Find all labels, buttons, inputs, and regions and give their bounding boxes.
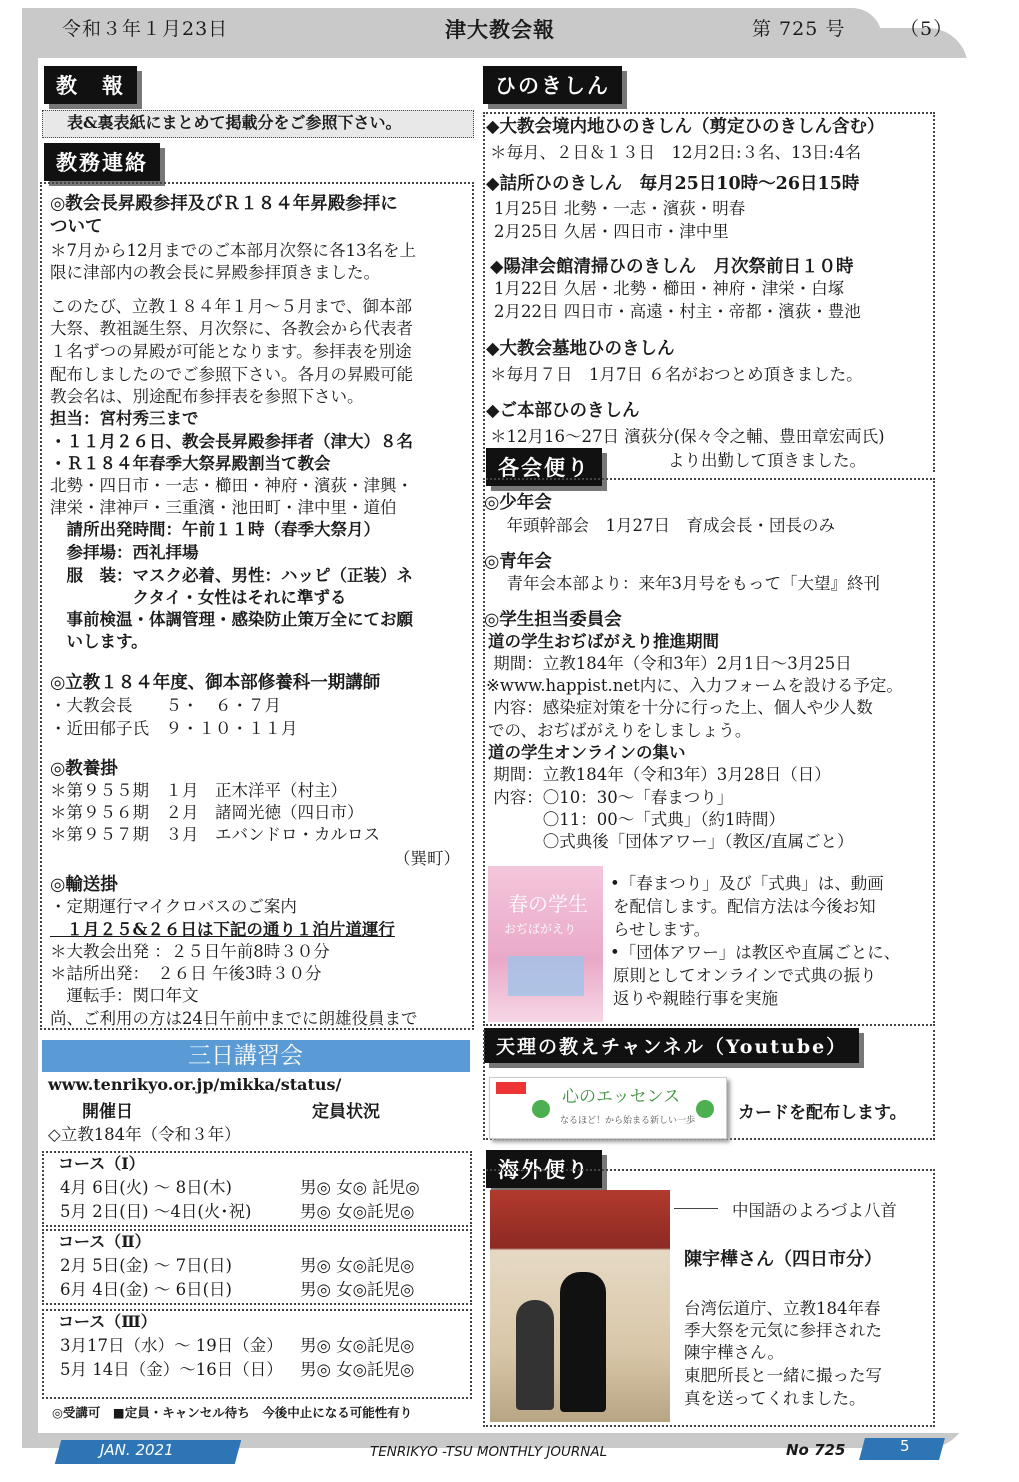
footer-date: JAN. 2021 [100, 1441, 174, 1459]
kyomu-line: ついて [50, 217, 103, 237]
mikka-course-date: 5月 14日（金）～16日（日） [60, 1360, 283, 1379]
newsletter-title: 津大教会報 [445, 17, 555, 42]
hinokishin-heading: ひのきしん [483, 66, 622, 104]
kyomu-line: 担当：宮村秀三まで [50, 409, 199, 428]
kakukai-line: ◎青年会 [484, 552, 552, 572]
mikka-heading: 三日講習会 [188, 1043, 303, 1069]
mikka-course-status: 男◎ 女◎託児◎ [300, 1280, 415, 1299]
poster-title: 春の学生 [508, 892, 588, 916]
hinokishin-line: ＊毎月、２日＆１３日 12月2日:３名、13日:4名 [490, 143, 862, 162]
hinokishin-line: ◆ご本部ひのきしん [486, 401, 640, 421]
mikka-course-date: 4月 6日(火) ～ 8日(木) [60, 1178, 232, 1197]
kakukai-note-line: 返りや親睦行事を実施 [613, 989, 778, 1008]
hinokishin-line: ◆陽津会館清掃ひのきしん 月次祭前日１０時 [490, 257, 854, 277]
kyomu-line: 教会名は、別途配布参拝表を参照下さい。 [50, 387, 364, 406]
kyomu-line: ＊第９５５期 １月 正木洋平（村主） [50, 781, 347, 800]
photo-person-right [560, 1272, 606, 1412]
kakukai-line: 〇11：00～「式典」（約1時間） [488, 810, 785, 829]
kakukai-note-line: を配信します。配信方法は今後お知 [613, 897, 876, 916]
mikka-legend: ◎受講可 ■定員・キャンセル待ち 今後中止になる可能性有り [52, 1405, 413, 1420]
kaigai-name: 陳宇樺さん（四日市分） [684, 1249, 882, 1270]
kakukai-line: での、おぢばがえりをしましょう。 [488, 721, 752, 740]
footer-journal: TENRIKYO -TSU MONTHLY JOURNAL [370, 1444, 608, 1460]
kyoho-note-box [42, 110, 474, 138]
mikka-course-status: 男◎ 女◎託児◎ [300, 1336, 415, 1355]
mikka-year: ◇立教184年（令和３年） [48, 1125, 241, 1144]
kakukai-line: 内容：感染症対策を十分に行った上、個人や少人数 [488, 698, 873, 717]
kyomu-line: クタイ・女性はそれに準ずる [50, 588, 347, 607]
kyomu-line: ＊7月から12月までのご本部月次祭に各13名を上 [50, 241, 416, 260]
mikka-course-date: 6月 4日(金) ～ 6日(日) [60, 1280, 232, 1299]
mikka-course-date: 2月 5日(金) ～ 7日(日) [60, 1256, 232, 1275]
page-number: （5） [900, 18, 954, 40]
hinokishin-line: ＊12月16～27日 濱荻分(保々令之輔、豊田章宏両氏) [490, 427, 885, 446]
kakukai-line: 青年会本部より：来年3月号をもって「大望』終刊 [490, 574, 880, 593]
kyomu-line: 運転手：関口年文 [50, 986, 199, 1005]
kyomu-line: 配布しましたのでご参照下さい。各月の昇殿可能 [50, 365, 413, 384]
kyomu-line: 津栄・津神戸・三重濱・池田町・津中里・道伯 [50, 498, 397, 517]
channel-card-image [489, 1077, 727, 1139]
mikka-course-status: 男◎ 女◎託児◎ [300, 1202, 415, 1221]
kakukai-line: 期間：立教184年（令和3年）2月1日～3月25日 [488, 654, 852, 673]
kyoho-heading: 教 報 [44, 66, 137, 104]
kyomu-line: 限に津部内の教会長に昇殿参拝頂きました。 [50, 263, 380, 282]
kyomu-line: 尚、ご利用の方は24日午前中までに朗雄役員まで [50, 1009, 418, 1028]
kaigai-line: 陳宇樺さん。 [684, 1343, 784, 1362]
kakukai-line: 期間：立教184年（令和3年）3月28日（日） [488, 765, 831, 784]
kakukai-note-line: •「団体アワー」は教区や直属ごとに、 [610, 943, 901, 962]
hinokishin-line: ＊毎月７日 1月7日 ６名がおつとめ頂きました。 [490, 365, 863, 384]
mikka-course-date: 5月 2日(日) ～4日(火･祝) [60, 1202, 252, 1221]
issue-date: 令和３年１月23日 [62, 18, 229, 40]
mikka-course-status: 男◎ 女◎ 託児◎ [300, 1178, 420, 1197]
mikka-col-date: 開催日 [82, 1102, 133, 1122]
kakukai-heading: 各会便り [486, 448, 602, 486]
channel-text: カードを配布します。 [738, 1103, 907, 1123]
kyomu-line: １月２５&２６日は下記の通り１泊片道運行 [50, 920, 395, 939]
kyomu-line: ＊大教会出発 ：２５日午前8時３０分 [50, 942, 330, 961]
mikka-col-status: 定員状況 [312, 1102, 380, 1122]
hinokishin-line: より出勤して頂きました。 [668, 451, 866, 470]
hinokishin-line: ◆大教会墓地ひのきしん [486, 339, 675, 359]
kyomu-line: ◎教会長昇殿参拝及びＲ１８４年昇殿参拝に [50, 194, 398, 214]
kakukai-line: ※www.happist.net内に、入力フォームを設ける予定。 [486, 676, 903, 695]
hinokishin-line: 2月25日 久居・四日市・津中里 [494, 222, 729, 241]
kyomu-line: 服 装：マスク必着、男性：ハッピ（正装）ネ [50, 566, 413, 585]
footer-issue: No 725 [786, 1441, 846, 1459]
kaigai-caption: 中国語のよろづよ八首 [732, 1201, 897, 1220]
kakukai-note-line: らせします。 [613, 920, 711, 939]
kakukai-line: ◎少年会 [484, 493, 552, 513]
kyomu-line: ・１１月２６日、教会長昇殿参拝者（津大）８名 [50, 432, 413, 451]
poster-subtitle: おぢばがえり [504, 922, 577, 936]
hinokishin-line: 1月25日 北勢・一志・濱荻・明春 [494, 199, 746, 218]
kakukai-note-line: •「春まつり」及び「式典」は、動画 [610, 874, 884, 893]
clover-icon-right [696, 1100, 714, 1118]
kyomu-line: （巽町） [394, 849, 460, 868]
mikka-course-name: コース（Ⅲ） [58, 1312, 157, 1331]
kaigai-line: 季大祭を元気に参拝された [684, 1321, 882, 1340]
kyomu-line: 請所出発時間：午前１１時（春季大祭月） [50, 520, 380, 539]
hinokishin-line: 1月22日 久居・北勢・櫛田・神府・津栄・白塚 [494, 279, 845, 298]
kyomu-line: ＊第９５６期 ２月 諸岡光徳（四日市） [50, 803, 364, 822]
channel-heading: 天理の教えチャンネル（Youtube） [484, 1028, 859, 1063]
kyomu-line: 大祭、教祖誕生祭、月次祭に、各教会から代表者 [50, 319, 413, 338]
mikka-course-status: 男◎ 女◎託児◎ [300, 1256, 415, 1275]
mikka-url[interactable]: www.tenrikyo.or.jp/mikka/status/ [48, 1075, 342, 1094]
kaigai-heading: 海外便り [486, 1150, 602, 1188]
kyoho-note: 表&裏表紙にまとめて掲載分をご参照下さい。 [67, 113, 402, 132]
kakukai-line: 〇式典後「団体アワー」（教区/直属ごと） [488, 832, 854, 851]
kaigai-line: 東肥所長と一緒に撮った写 [684, 1366, 882, 1385]
footer-page: 5 [900, 1437, 910, 1455]
mikka-course-date: 3月17日（水）～ 19日（金） [60, 1336, 283, 1355]
kaigai-line: 台湾伝道庁、立教184年春 [684, 1299, 881, 1318]
kyomu-line: ◎輸送掛 [50, 875, 118, 895]
kyomu-line: 北勢・四日市・一志・櫛田・神府・濱荻・津興・ [50, 476, 413, 495]
kyomu-line: ・Ｒ１８４年春季大祭昇殿割当て教会 [50, 454, 331, 473]
kyomu-line: いします。 [50, 632, 148, 651]
hinokishin-line: ◆詰所ひのきしん 毎月25日10時～26日15時 [486, 174, 860, 194]
kyomu-line: ＊第９５７期 ３月 エバンドロ・カルロス [50, 825, 380, 844]
spring-poster-image [488, 866, 603, 1022]
kyomu-line: ・定期運行マイクロバスのご案内 [50, 897, 297, 916]
channel-card-title: 心のエッセンス [562, 1087, 681, 1107]
channel-card-subtitle: なるほど！から始まる新しい一歩 [560, 1116, 696, 1126]
kyomu-line: ◎教養掛 [50, 759, 118, 779]
kyomu-line: 事前検温・体調管理・感染防止策万全にてお願 [50, 610, 413, 629]
caption-pointer [674, 1208, 718, 1209]
hinokishin-line: 2月22日 四日市・高遠・村主・帝都・濱荻・豊池 [494, 302, 861, 321]
kyomu-heading: 教務連絡 [44, 143, 160, 181]
kyomu-line: ・大教会長 ５・ ６・７月 [50, 696, 281, 715]
kyomu-line: ◎立教１８４年度、御本部修養科一期講師 [50, 673, 381, 693]
mikka-heading-bar [42, 1040, 470, 1072]
taiwan-photo [490, 1190, 670, 1422]
kakukai-line: 道の学生おぢばがえり推進期間 [488, 632, 719, 651]
kyomu-line: ・近田郁子氏 ９・１０・１１月 [50, 719, 298, 738]
kyomu-line: 参拝場：西礼拝場 [50, 543, 199, 562]
mikka-course-name: コース（Ⅱ） [58, 1232, 151, 1251]
kyomu-line: １名ずつの昇殿が可能となります。参拝表を別途 [50, 342, 412, 361]
mikka-course-status: 男◎ 女◎託児◎ [300, 1360, 415, 1379]
kaigai-line: 真を送ってくれました。 [684, 1389, 866, 1408]
photo-person-left [516, 1300, 554, 1410]
youtube-icon [496, 1082, 526, 1094]
kakukai-line: 道の学生オンラインの集い [488, 743, 686, 762]
mikka-course-name: コース（Ⅰ） [58, 1154, 145, 1173]
kakukai-note-line: 原則としてオンラインで式典の振り [613, 966, 877, 985]
kakukai-line: ◎学生担当委員会 [484, 610, 622, 630]
clover-icon [532, 1100, 550, 1118]
hinokishin-line: ◆大教会境内地ひのきしん（剪定ひのきしん含む） [486, 117, 885, 137]
kakukai-line: 年頭幹部会 1月27日 育成会長・団長のみ [490, 516, 835, 535]
issue-number: 第 725 号 [752, 18, 846, 40]
kakukai-line: 内容：〇10：30～「春まつり」 [488, 788, 734, 807]
kyomu-line: ＊詰所出発： ２６日 午後3時３０分 [50, 964, 322, 983]
poster-panel [508, 956, 584, 996]
kyomu-line: このたび、立教１８４年１月～５月まで、御本部 [50, 297, 413, 316]
